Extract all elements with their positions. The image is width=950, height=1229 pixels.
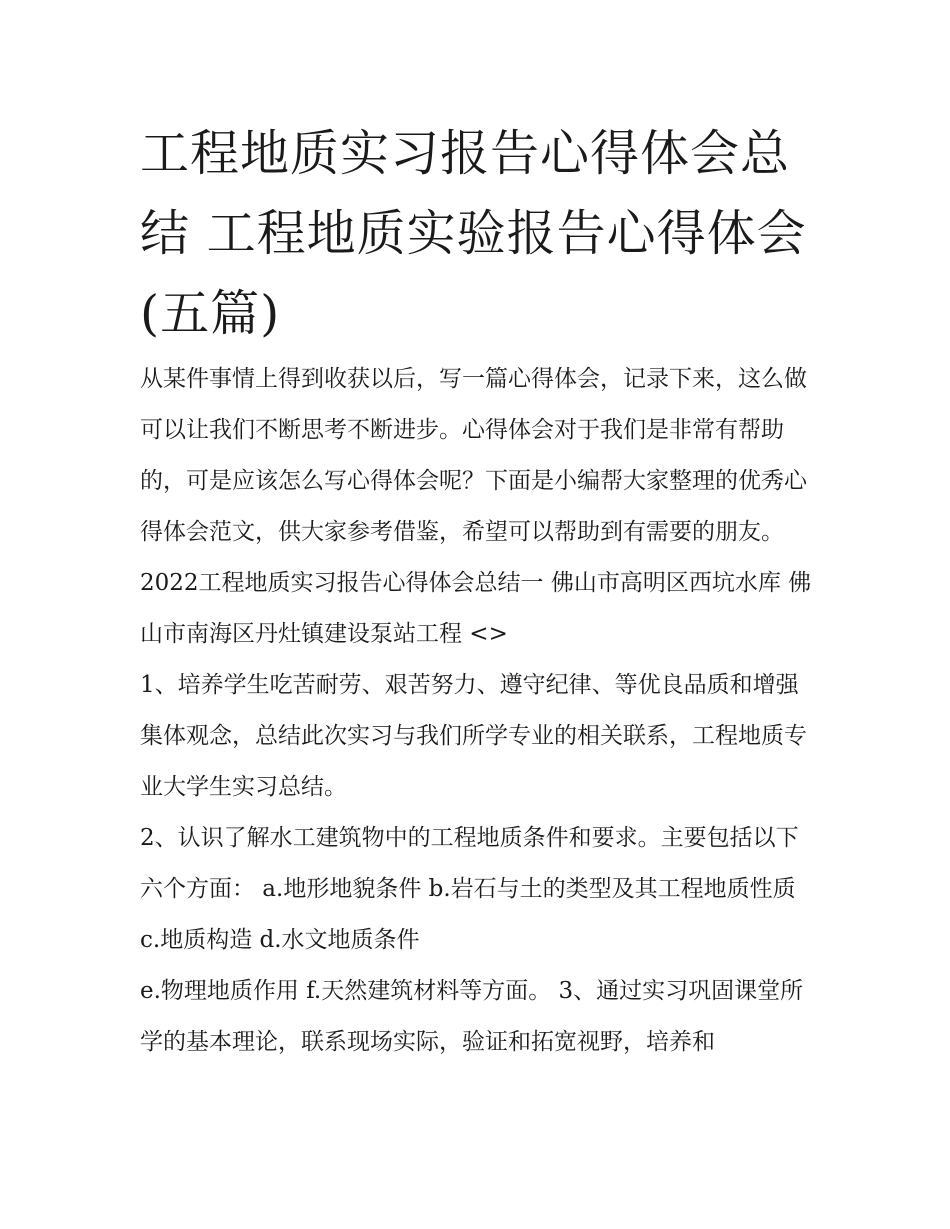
paragraph-item-1: 1、培养学生吃苦耐劳、艰苦努力、遵守纪律、等优良品质和增强集体观念，总结此次实习与我们所学专业的相关联系，工程地质专业大学生实习总结。 xyxy=(140,672,807,800)
paragraph-item-2-continued: e.物理地质作用 f.天然建筑材料等方面。 3、通过实习巩固课堂所学的基本理论，联系现场实际，验证和拓宽视野，培养和 xyxy=(140,978,804,1055)
paragraph-item-2: 2、认识了解水工建筑物中的工程地质条件和要求。主要包括以下六个方面： a.地形地貌条件 b.岩石与土的类型及其工程地质性质 c.地质构造 d.水文地质条件 xyxy=(140,825,799,953)
document-title: 工程地质实习报告心得体会总结 工程地质实验报告心得体会(五篇) xyxy=(140,125,807,342)
document-body xyxy=(140,354,816,1068)
paragraph-section-heading: 2022工程地质实习报告心得体会总结一 佛山市高明区西坑水库 佛山市南海区丹灶镇建设泵站工程 <> xyxy=(140,570,812,647)
paragraph-intro: 从某件事情上得到收获以后，写一篇心得体会，记录下来，这么做可以让我们不断思考不断进步。心得体会对于我们是非常有帮助的，可是应该怎么写心得体会呢？下面是小编帮大家整理的优秀心得体会范文，供大家参考借鉴，希望可以帮助到有需要的朋友。 xyxy=(140,366,807,545)
